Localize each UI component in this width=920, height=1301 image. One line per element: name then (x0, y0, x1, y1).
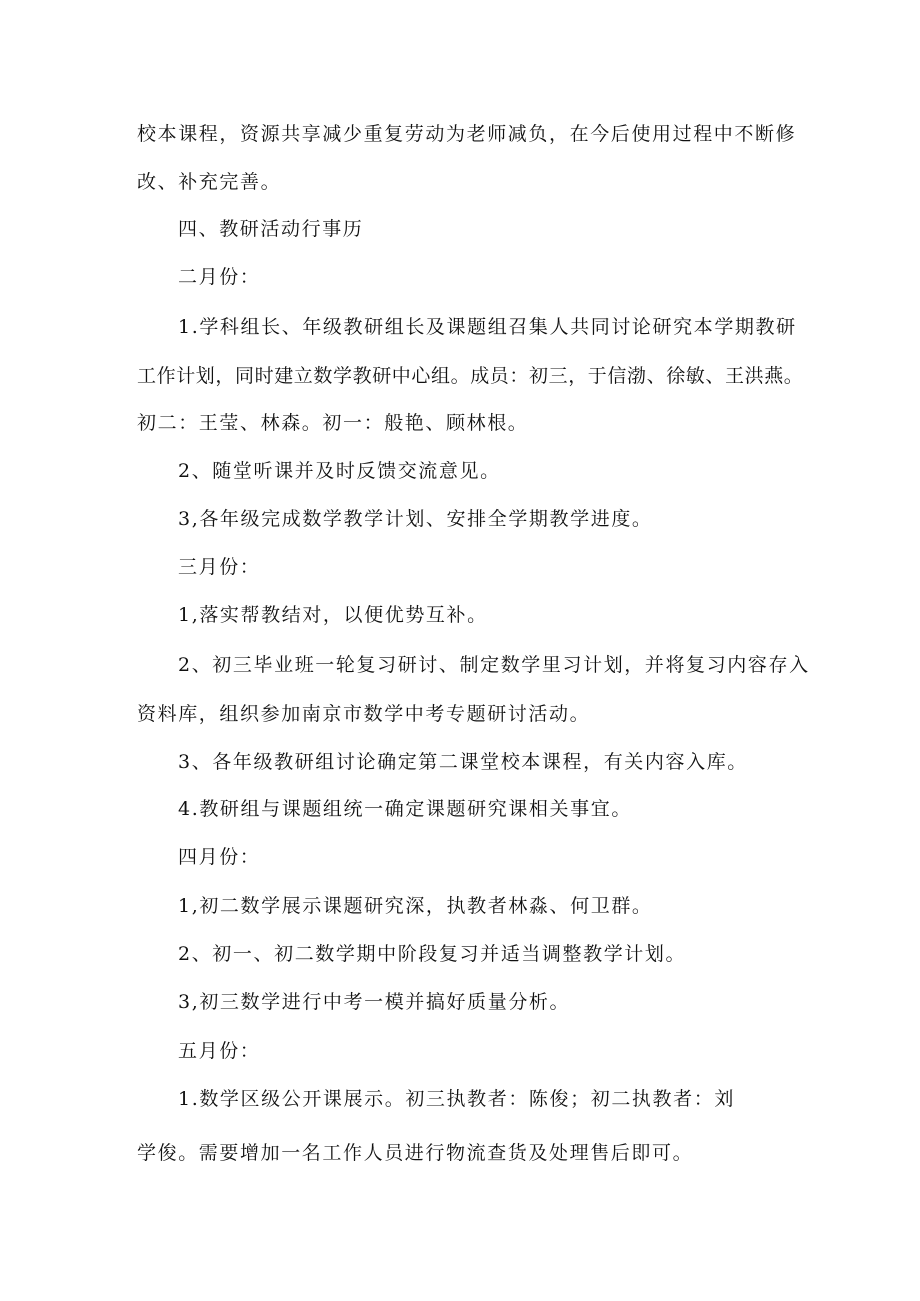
text-line: 1,落实帮教结对，以便优势互补。 (178, 604, 488, 626)
month-heading: 四月份： (178, 846, 261, 868)
text-line: 1.学科组长、年级教研组长及课题组召集人共同讨论研究本学期教研 (178, 316, 797, 338)
month-heading: 三月份： (178, 556, 261, 578)
section-heading: 四、教研活动行事历 (178, 218, 364, 240)
text-line: 3,初三数学进行中考一模并搞好质量分析。 (178, 991, 571, 1013)
month-heading: 五月份： (178, 1040, 261, 1062)
text-line: 1,初二数学展示课题研究深，执教者林淼、何卫群。 (178, 895, 653, 917)
text-line: 4.教研组与课题组统一确定课题研究课相关事宜。 (178, 798, 632, 820)
text-line: 改、补充完善。 (137, 171, 282, 193)
text-line: 学俊。需要增加一名工作人员进行物流查货及处理售后即可。 (137, 1142, 694, 1164)
text-line: 2、随堂听课并及时反馈交流意见。 (178, 460, 501, 482)
text-line: 工作计划，同时建立数学教研中心组。成员：初三，于信渤、徐敏、王洪燕。 (137, 365, 804, 387)
text-line: 2、初一、初二数学期中阶段复习并适当调整教学计划。 (178, 943, 687, 965)
text-line: 初二：王莹、林森。初一：般艳、顾林根。 (137, 412, 529, 434)
text-line: 校本课程，资源共享减少重复劳动为老师减负，在今后使用过程中不断修 (137, 123, 797, 145)
text-line: 2、初三毕业班一轮复习研讨、制定数学里习计划，并将复习内容存入 (178, 654, 810, 676)
text-line: 1.数学区级公开课展示。初三执教者：陈俊；初二执教者：刘 (178, 1088, 735, 1110)
text-line: 资料库，组织参加南京市数学中考专题研讨活动。 (137, 703, 591, 725)
text-line: 3,各年级完成数学教学计划、安排全学期教学进度。 (178, 508, 653, 530)
month-heading: 二月份： (178, 266, 261, 288)
text-line: 3、各年级教研组讨论确定第二课堂校本课程，有关内容入库。 (178, 751, 748, 773)
